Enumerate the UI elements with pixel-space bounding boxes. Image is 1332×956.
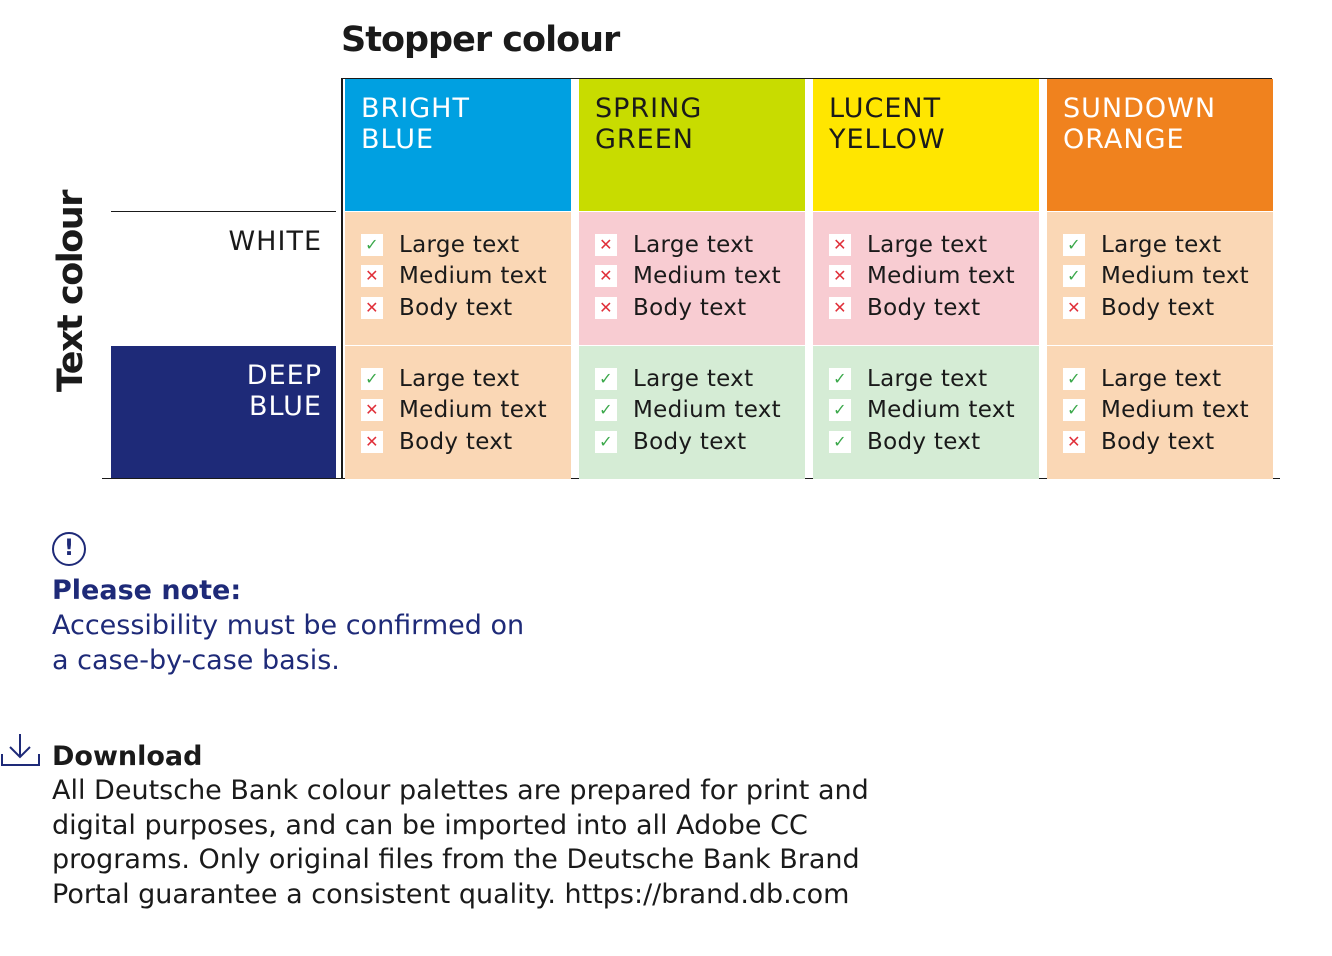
contrast-item	[1063, 292, 1273, 324]
note-line: Accessibility must be confirmed on	[52, 610, 525, 641]
stopper-colour-header	[345, 79, 571, 211]
contrast-item-label: Body text	[633, 428, 747, 455]
note-title: Please note:	[52, 575, 242, 606]
check-icon: ✓	[1063, 399, 1085, 421]
download-line: Portal guarantee a consistent quality. https://brand.db.com	[52, 878, 850, 910]
check-icon: ✓	[595, 399, 617, 421]
text-colour-header	[111, 212, 336, 345]
cross-icon: ✕	[361, 265, 383, 287]
stopper-colour-name: GREEN	[595, 124, 694, 155]
contrast-item	[829, 363, 1039, 395]
download-line: digital purposes, and can be imported into all Adobe CC	[52, 809, 808, 841]
contrast-cell	[579, 346, 805, 479]
stopper-colour-header	[813, 79, 1039, 211]
check-icon: ✓	[829, 399, 851, 421]
contrast-cell	[345, 346, 571, 479]
cross-icon: ✕	[361, 399, 383, 421]
contrast-item	[361, 363, 571, 395]
contrast-item	[361, 395, 571, 427]
check-icon: ✓	[1063, 368, 1085, 390]
contrast-cell	[1047, 346, 1273, 479]
check-icon: ✓	[829, 368, 851, 390]
contrast-item-label: Body text	[399, 294, 513, 321]
contrast-item	[829, 229, 1039, 261]
contrast-item-label: Medium text	[1101, 397, 1249, 424]
download-line: All Deutsche Bank colour palettes are prepared for print and	[52, 775, 869, 806]
stopper-colour-name: SUNDOWN	[1063, 93, 1217, 124]
matrix-vertical-rule	[341, 79, 343, 479]
contrast-item-label: Body text	[1101, 294, 1215, 321]
contrast-item	[829, 261, 1039, 293]
contrast-item-label: Large text	[633, 365, 754, 392]
contrast-item	[361, 261, 571, 293]
contrast-cell	[1047, 212, 1273, 345]
contrast-item-label: Body text	[867, 428, 981, 455]
text-colour-heading: Text colour	[51, 191, 91, 392]
contrast-item	[595, 229, 805, 261]
check-icon: ✓	[361, 234, 383, 256]
check-icon: ✓	[595, 368, 617, 390]
stopper-colour-name: BLUE	[361, 124, 435, 155]
contrast-item-label: Body text	[399, 428, 513, 455]
cross-icon: ✕	[595, 265, 617, 287]
contrast-item	[829, 395, 1039, 427]
cross-icon: ✕	[829, 234, 851, 256]
contrast-item-label: Large text	[399, 231, 520, 258]
exclamation-circle-icon: !	[52, 532, 86, 566]
contrast-cell	[813, 212, 1039, 345]
check-icon: ✓	[829, 431, 851, 453]
contrast-item	[595, 261, 805, 293]
check-icon: ✓	[595, 431, 617, 453]
text-colour-name: WHITE	[228, 226, 322, 257]
contrast-item-label: Large text	[633, 231, 754, 258]
contrast-item	[1063, 426, 1273, 458]
note-text	[52, 608, 612, 678]
contrast-item-label: Medium text	[633, 397, 781, 424]
stopper-colour-name: ORANGE	[1063, 124, 1185, 155]
cross-icon: ✕	[361, 297, 383, 319]
contrast-cell	[579, 212, 805, 345]
contrast-item	[595, 363, 805, 395]
check-icon: ✓	[1063, 234, 1085, 256]
contrast-item	[1063, 261, 1273, 293]
stopper-colour-name: SPRING	[595, 93, 703, 124]
contrast-item	[1063, 363, 1273, 395]
contrast-item-label: Medium text	[399, 397, 547, 424]
check-icon: ✓	[1063, 265, 1085, 287]
contrast-item	[361, 292, 571, 324]
stopper-colour-heading: Stopper colour	[341, 20, 620, 60]
note-line: a case-by-case basis.	[52, 645, 340, 676]
contrast-item	[595, 426, 805, 458]
cross-icon: ✕	[1063, 431, 1085, 453]
cross-icon: ✕	[595, 234, 617, 256]
stopper-colour-name: YELLOW	[829, 124, 946, 155]
stopper-colour-name: LUCENT	[829, 93, 942, 124]
text-colour-header	[111, 346, 336, 478]
contrast-item-label: Medium text	[633, 263, 781, 290]
cross-icon: ✕	[829, 265, 851, 287]
contrast-item-label: Large text	[867, 231, 988, 258]
contrast-item	[595, 292, 805, 324]
text-colour-name: BLUE	[248, 391, 322, 422]
cross-icon: ✕	[361, 431, 383, 453]
contrast-item	[1063, 395, 1273, 427]
cross-icon: ✕	[829, 297, 851, 319]
contrast-item-label: Body text	[867, 294, 981, 321]
contrast-item-label: Large text	[399, 365, 520, 392]
contrast-item-label: Medium text	[1101, 263, 1249, 290]
contrast-item-label: Large text	[867, 365, 988, 392]
contrast-item	[361, 229, 571, 261]
contrast-item-label: Medium text	[867, 263, 1015, 290]
contrast-item-label: Large text	[1101, 231, 1222, 258]
contrast-item	[595, 395, 805, 427]
download-icon[interactable]	[0, 732, 42, 768]
contrast-item	[829, 426, 1039, 458]
contrast-item-label: Body text	[1101, 428, 1215, 455]
download-title: Download	[52, 741, 203, 772]
contrast-cell	[813, 346, 1039, 479]
download-line: programs. Only original files from the Deutsche Bank Brand	[52, 844, 860, 875]
cross-icon: ✕	[595, 297, 617, 319]
contrast-item-label: Large text	[1101, 365, 1222, 392]
contrast-item-label: Medium text	[399, 263, 547, 290]
check-icon: ✓	[361, 368, 383, 390]
contrast-item-label: Body text	[633, 294, 747, 321]
contrast-item	[829, 292, 1039, 324]
text-colour-name: DEEP	[246, 360, 322, 391]
stopper-colour-header	[1047, 79, 1273, 211]
contrast-item	[361, 426, 571, 458]
stopper-colour-header	[579, 79, 805, 211]
cross-icon: ✕	[1063, 297, 1085, 319]
stopper-colour-name: BRIGHT	[361, 93, 470, 124]
contrast-cell	[345, 212, 571, 345]
download-text	[52, 774, 952, 912]
contrast-item-label: Medium text	[867, 397, 1015, 424]
contrast-item	[1063, 229, 1273, 261]
